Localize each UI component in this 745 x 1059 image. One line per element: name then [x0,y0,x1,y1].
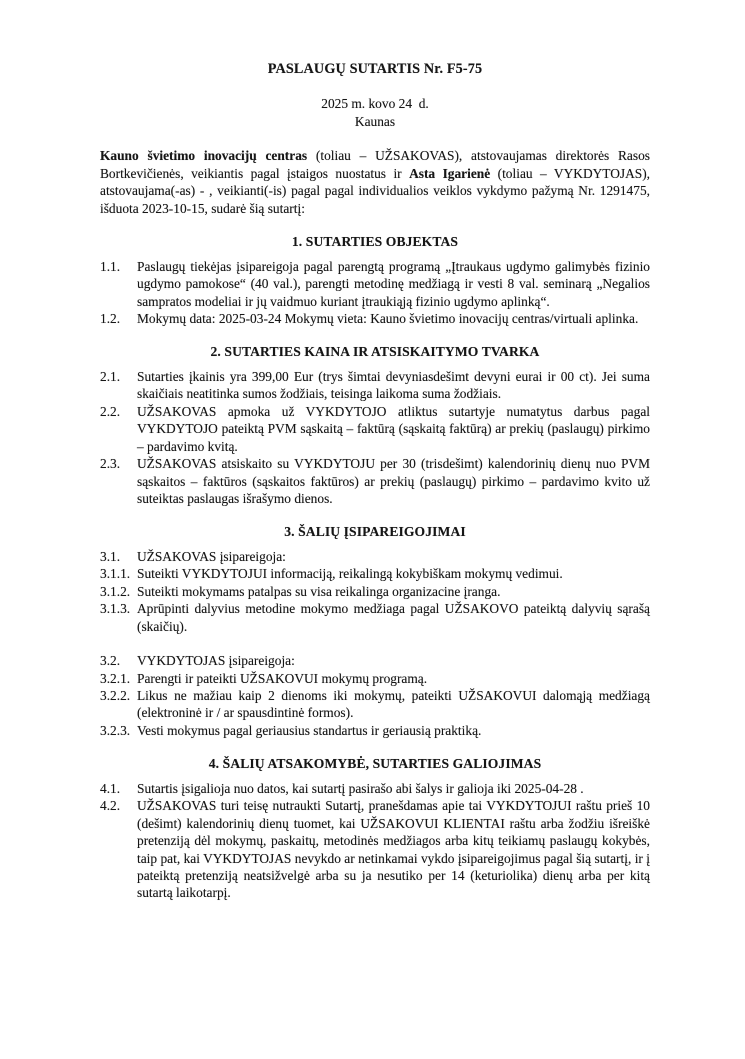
clause-item [100,652,650,669]
clause-item [100,368,650,403]
clause-text: UŽSAKOVAS įsipareigoja: [137,549,286,565]
clause-item [100,548,650,565]
section-heading: 1. SUTARTIES OBJEKTAS [291,233,459,249]
clause-number: 2.3. [100,456,121,472]
clause-item [100,600,650,635]
clause-item [100,258,650,310]
clause-text: Mokymų data: 2025-03-24 Mokymų vieta: Kauno švietimo inovacijų centras/virtuali aplinka. [137,310,639,326]
clause-text: Sutartis įsigalioja nuo datos, kai sutartį pasirašo abi šalys ir galioja iki 2025-04-28 . [137,780,584,796]
clause-number: 3.2. [100,653,121,669]
clause-text: Vesti mokymus pagal geriausius standartus ir geriausią praktiką. [137,722,482,738]
document-date: 2025 m. kovo 24 d. [321,96,429,112]
clause-item [100,722,650,739]
clause-number: 3.1. [100,549,121,565]
clause-text: Paslaugų tiekėjas įsipareigoja pagal parengtą programą „Įtraukaus ugdymo galimybės fizinio ugdymo pamokose“ (40 val.), parengti metodinę medžiagą ir vesti 8 val. seminarą „Negalios sampratos modeliai ir jų vaidmuo kuriant įtraukiąją fizinio ugdymo aplinką“. [137,258,650,309]
clause-item [100,583,650,600]
clause-text: Likus ne mažiau kaip 2 dienoms iki mokymų, pateikti UŽSAKOVUI dalomąją medžiagą (elektroninė ir / ar spausdintinė formos). [137,688,650,721]
contract-section [100,523,650,739]
section-heading: 3. ŠALIŲ ĮSIPAREIGOJIMAI [284,524,466,540]
document-title: PASLAUGŲ SUTARTIS Nr. F5-75 [267,61,483,77]
clause-text: UŽSAKOVAS apmoka už VYKDYTOJO atliktus sutartyje numatytus darbus pagal VYKDYTOJO pateiktą PVM sąskaitą – faktūrą (sąskaitą faktūrą) ar prekių (paslaugų) pirkimo – pardavimo kvitą. [137,403,650,454]
clause-text: Aprūpinti dalyvius metodine mokymo medžiaga pagal UŽSAKOVO pateiktą dalyvių sąrašą (skaičių). [137,601,650,634]
sections-container [100,233,650,902]
clause-number: 3.2.2. [100,688,131,704]
clause-number: 4.2. [100,798,121,814]
intro-text-1: (toliau – UŽSAKOVAS), atstovaujamas direktorės Rasos Bortkevičienės, veikiantis pagal įstaigos nuostatus ir [100,148,650,181]
clause-number: 3.1.3. [100,601,131,617]
clause-item [100,797,650,902]
clause-item [100,403,650,455]
clause-text: Suteikti VYKDYTOJUI informaciją, reikalingą kokybiškam mokymų vedimui. [137,566,563,582]
clause-item [100,455,650,507]
clause-number: 3.1.1. [100,566,131,582]
clause-text: UŽSAKOVAS atsiskaito su VYKDYTOJU per 30 (trisdešimt) kalendorinių dienų nuo PVM sąskaitos – faktūros (sąskaitos faktūros) ar prekių (paslaugų) pirkimo – pardavimo kvito už suteiktas paslaugas išrašymo dienos. [137,456,650,506]
intro-paragraph [100,147,650,217]
clause-item [100,670,650,687]
clause-number: 3.2.1. [100,670,131,686]
contract-section [100,755,650,902]
section-heading: 2. SUTARTIES KAINA IR ATSISKAITYMO TVARKA [210,344,540,360]
contract-section [100,233,650,327]
date-block [100,95,650,130]
section-items [100,548,650,739]
party1-name: Kauno švietimo inovacijų centras [100,148,308,164]
clause-number: 1.1. [100,258,121,274]
clause-text: VYKDYTOJAS įsipareigoja: [137,653,295,669]
clause-number: 3.1.2. [100,583,131,599]
clause-item [100,780,650,797]
section-items [100,780,650,902]
clause-text: Parengti ir pateikti UŽSAKOVUI mokymų programą. [137,670,428,686]
clause-number: 2.2. [100,403,121,419]
clause-text: Suteikti mokymams patalpas su visa reikalinga organizacine įranga. [137,583,501,599]
intro-text-2: (toliau – VYKDYTOJAS), atstovaujama(-as) - , veikianti(-is) pagal pagal individualios veiklos vykdymo pažymą Nr. 1291475, išduota 2023-10-15, sudarė šią sutartį: [100,165,651,216]
clause-number: 4.1. [100,780,121,796]
party2-name: Asta Igarienė [409,165,491,181]
clause-number: 3.2.3. [100,722,131,738]
clause-item [100,687,650,722]
clause-number: 2.1. [100,369,121,385]
clause-text: Sutarties įkainis yra 399,00 Eur (trys šimtai devyniasdešimt devyni eurai ir 00 ct). Jei suma skaičiais neatitinka sumos žodžiais, teisinga laikoma suma žodžiais. [137,369,650,402]
section-heading: 4. ŠALIŲ ATSAKOMYBĖ, SUTARTIES GALIOJIMAS [208,756,542,772]
clause-text: UŽSAKOVAS turi teisę nutraukti Sutartį, pranešdamas apie tai VYKDYTOJUI raštu prieš 10 (dešimt) kalendorinių dienų tuomet, kai UŽSAKOVUI KLIENTAI raštu arba žodžiu išreiškė pretenziją dėl mokymų, paskaitų, metodinės medžiagos arba kitų teikiamų paslaugų kokybės, taip pat, kai VYKDYTOJAS nevykdo ar netinkamai vykdo įsipareigojimus pagal šią sutartį, ir į pateiktą pretenziją neatsižvelgė arba su ja nesutiko per 14 (keturiolika) dienų arba per kitą sutartą laikotarpį. [137,798,650,901]
clause-item [100,310,650,327]
clause-item [100,565,650,582]
section-items [100,368,650,507]
contract-section [100,343,650,507]
document-city: Kaunas [354,113,396,129]
clause-number: 1.2. [100,310,121,326]
section-items [100,258,650,328]
